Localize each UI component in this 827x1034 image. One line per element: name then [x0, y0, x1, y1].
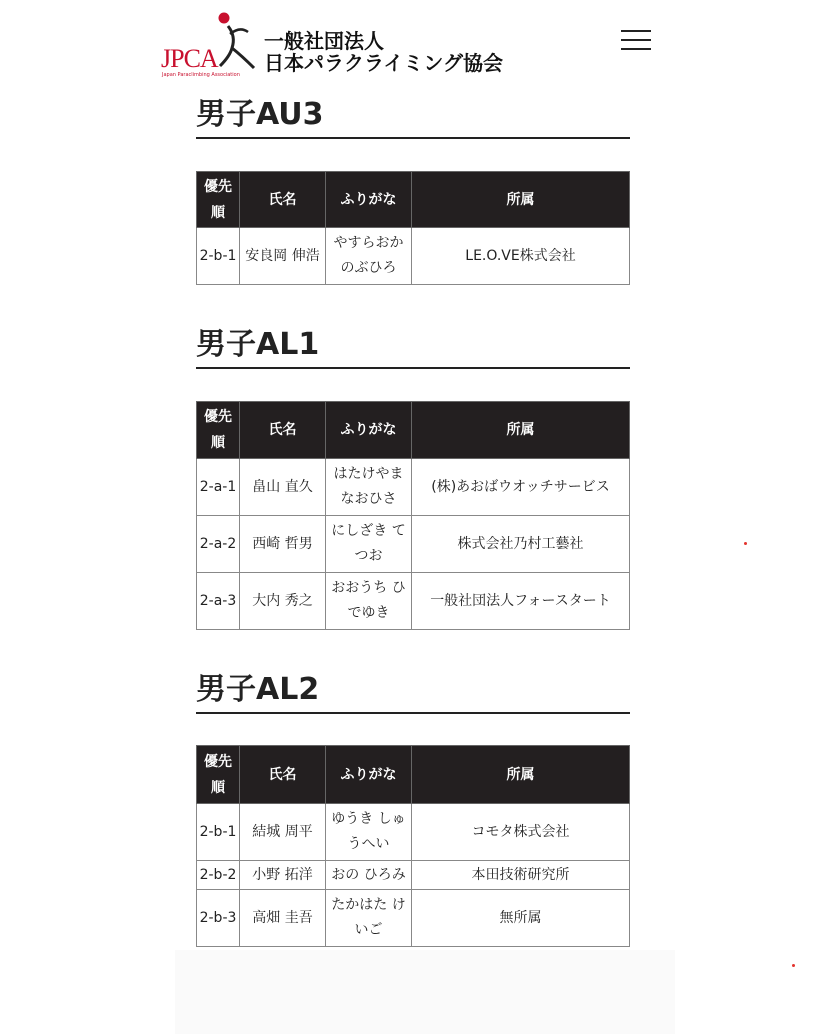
- logo-text: JPCA: [161, 44, 218, 73]
- name-cell: 畠山 直久: [240, 459, 326, 516]
- furigana-cell: はたけやま なおひさ: [326, 459, 412, 516]
- column-header-priority: 優先 順: [197, 746, 240, 804]
- affiliation-cell: 株式会社乃村工藝社: [412, 516, 630, 573]
- priority-cell: 2-b-3: [197, 890, 240, 947]
- roster-table: [196, 401, 630, 630]
- table-row: [197, 228, 630, 285]
- furigana-cell: にしざき て つお: [326, 516, 412, 573]
- priority-cell: 2-b-1: [197, 228, 240, 285]
- logo-subtitle: Japan Paraclimbing Association: [162, 72, 240, 78]
- org-name-line-1: 一般社団法人: [264, 29, 384, 53]
- column-header-priority: 優先 順: [197, 172, 240, 228]
- column-header-affiliation: 所属: [412, 172, 630, 228]
- section-men-al2: [196, 668, 630, 938]
- name-cell: 西崎 哲男: [240, 516, 326, 573]
- name-cell: 安良岡 伸浩: [240, 228, 326, 285]
- roster-table: [196, 745, 630, 947]
- section-title: 男子AL1: [196, 323, 630, 369]
- section-men-al1: [196, 323, 630, 621]
- column-header-furigana: ふりがな: [326, 402, 412, 459]
- priority-cell: 2-a-2: [197, 516, 240, 573]
- site-header: [0, 0, 827, 90]
- section-title: 男子AL2: [196, 668, 630, 714]
- organization-name: [264, 30, 503, 74]
- furigana-cell: やすらおか のぶひろ: [326, 228, 412, 285]
- column-header-name: 氏名: [240, 746, 326, 804]
- name-cell: 大内 秀之: [240, 573, 326, 630]
- jpca-logo[interactable]: [158, 12, 258, 78]
- name-cell: 結城 周平: [240, 804, 326, 861]
- bottom-fade: [175, 950, 675, 1034]
- section-men-au3: [196, 93, 630, 276]
- priority-cell: 2-b-2: [197, 861, 240, 890]
- column-header-furigana: ふりがな: [326, 746, 412, 804]
- decorative-dot: [744, 542, 747, 545]
- table-row: [197, 890, 630, 947]
- table-row: [197, 459, 630, 516]
- column-header-affiliation: 所属: [412, 402, 630, 459]
- section-title: 男子AU3: [196, 93, 630, 139]
- name-cell: 小野 拓洋: [240, 861, 326, 890]
- affiliation-cell: LE.O.VE株式会社: [412, 228, 630, 285]
- priority-cell: 2-a-1: [197, 459, 240, 516]
- furigana-cell: おの ひろみ: [326, 861, 412, 890]
- priority-cell: 2-b-1: [197, 804, 240, 861]
- furigana-cell: ゆうき しゅ うへい: [326, 804, 412, 861]
- roster-table: [196, 171, 630, 285]
- furigana-cell: おおうち ひ でゆき: [326, 573, 412, 630]
- column-header-priority: 優先 順: [197, 402, 240, 459]
- column-header-furigana: ふりがな: [326, 172, 412, 228]
- affiliation-cell: 一般社団法人フォースタート: [412, 573, 630, 630]
- affiliation-cell: 無所属: [412, 890, 630, 947]
- affiliation-cell: コモタ株式会社: [412, 804, 630, 861]
- column-header-affiliation: 所属: [412, 746, 630, 804]
- priority-cell: 2-a-3: [197, 573, 240, 630]
- column-header-name: 氏名: [240, 172, 326, 228]
- org-name-line-2: 日本パラクライミング協会: [264, 51, 503, 75]
- affiliation-cell: 本田技術研究所: [412, 861, 630, 890]
- column-header-name: 氏名: [240, 402, 326, 459]
- name-cell: 高畑 圭吾: [240, 890, 326, 947]
- furigana-cell: たかはた け いご: [326, 890, 412, 947]
- table-row: [197, 516, 630, 573]
- table-row: [197, 861, 630, 890]
- table-row: [197, 573, 630, 630]
- climber-figure-icon: [214, 12, 258, 70]
- hamburger-menu-icon[interactable]: [621, 30, 651, 54]
- decorative-dot: [792, 964, 795, 967]
- table-row: [197, 804, 630, 861]
- affiliation-cell: (株)あおばウオッチサービス: [412, 459, 630, 516]
